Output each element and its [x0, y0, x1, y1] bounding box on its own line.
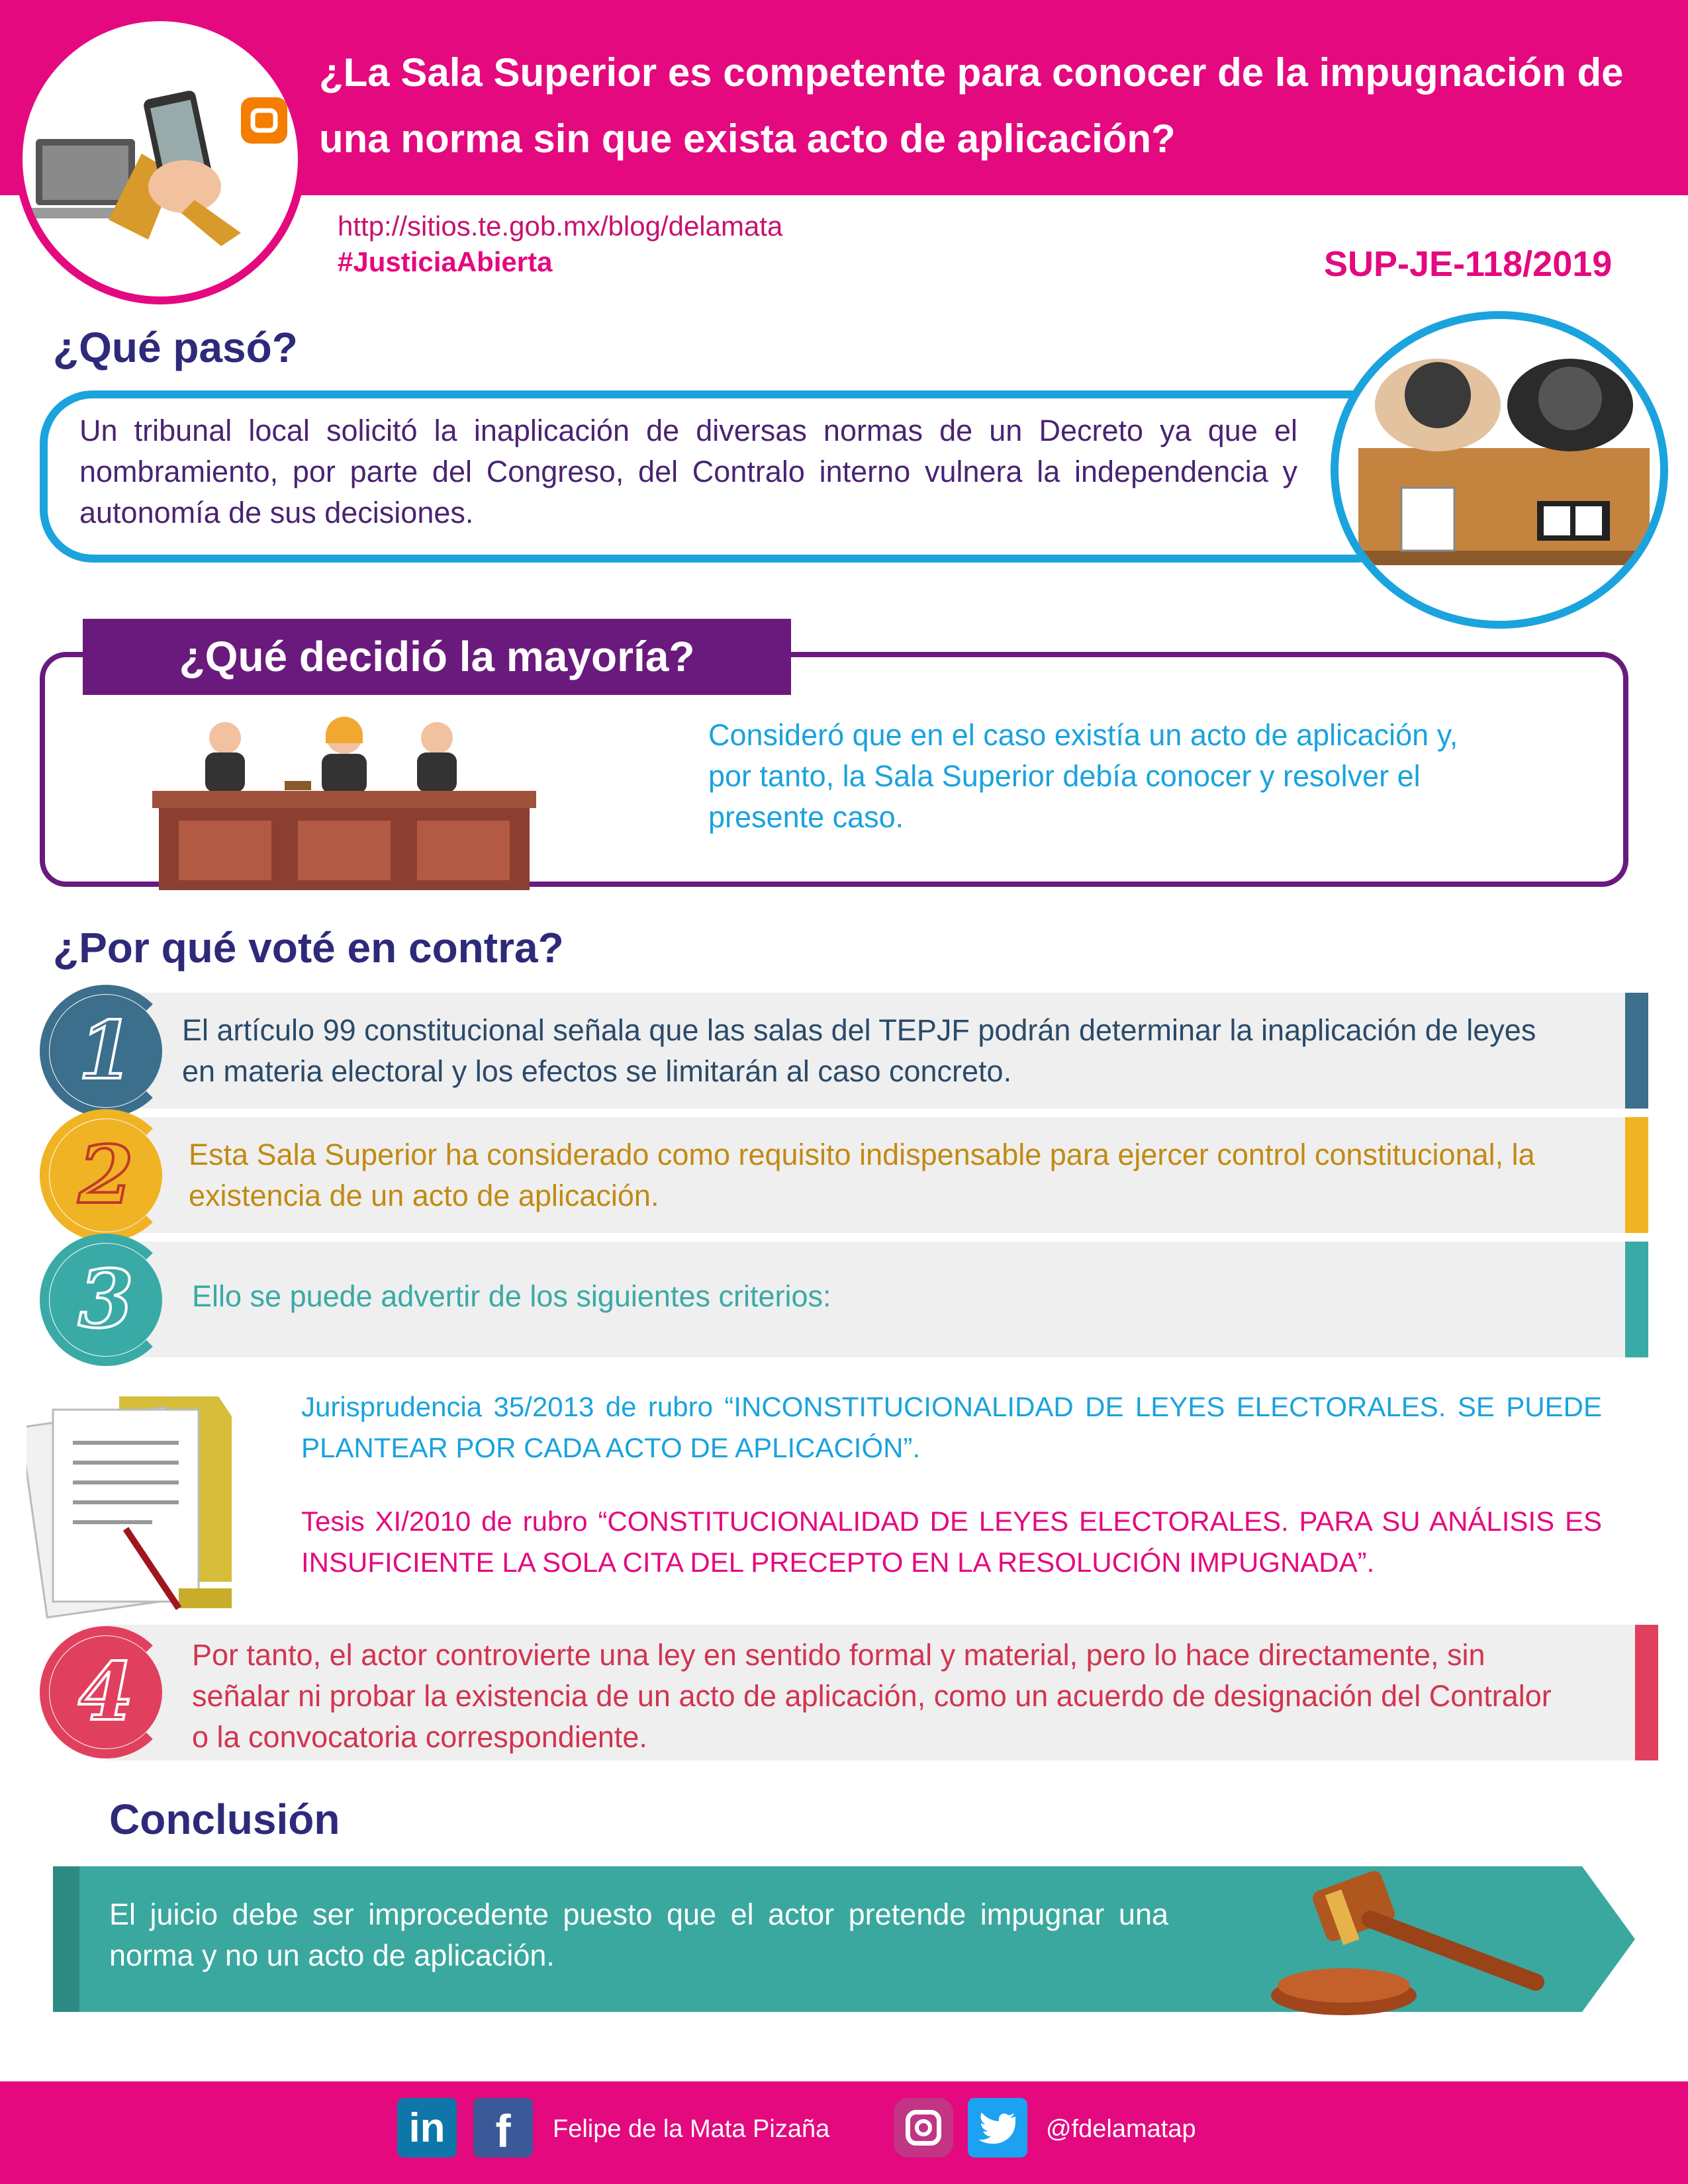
court-bench-icon [152, 711, 536, 890]
reason-2-text: Esta Sala Superior ha considerado como requisito indispensable para ejercer control constitucional, la existencia de un acto de aplicación. [189, 1138, 1535, 1212]
criterion-jurisprudencia: Jurisprudencia 35/2013 de rubro “INCONSTITUCIONALIDAD DE LEYES ELECTORALES. SE PUEDE PLANTEAR POR CADA ACTO DE APLICACIÓN”. [301, 1391, 1602, 1463]
reason-1-text: El artículo 99 constitucional señala que las salas del TEPJF podrán determinar la inaplicación de leyes en materia electoral y los efectos se limitarán al caso concreto. [182, 1013, 1536, 1088]
reason-bar-3-accent [1625, 1242, 1648, 1357]
documents-pen-icon [26, 1383, 252, 1621]
reason-4-number: 4 [78, 1645, 134, 1739]
reason-4-badge [50, 1636, 162, 1749]
judges-at-desk-icon [1338, 319, 1660, 621]
reason-bar-2-accent [1625, 1117, 1648, 1233]
blog-logo-illustration [15, 13, 306, 304]
reason-bar-4-accent [1635, 1625, 1658, 1760]
mayoria-heading: ¿Qué decidió la mayoría? [179, 633, 695, 680]
documents-illustration [26, 1383, 252, 1625]
reason-2-badge [50, 1119, 162, 1232]
mayoria-text: Consideró que en el caso existía un acto de aplicación y, por tanto, la Sala Superior debía conocer y resolver el presente caso. [708, 718, 1458, 834]
conclusion-text: El juicio debe ser improcedente puesto que el actor pretende impugnar una norma y no un acto de aplicación. [109, 1897, 1168, 1972]
contra-heading: ¿Por qué voté en contra? [53, 924, 564, 972]
court-bench-illustration [152, 711, 536, 893]
instagram-icon[interactable] [894, 2098, 953, 2158]
que-paso-text: Un tribunal local solicitó la inaplicación de diversas normas de un Decreto ya que el nombramiento, por parte del Congreso, del Contralo interno vulnera la independencia y autonomía de sus decisiones. [79, 414, 1297, 529]
conclusion-heading: Conclusión [109, 1796, 340, 1843]
reason-bar-1-accent [1625, 993, 1648, 1109]
author-name: Felipe de la Mata Pizaña [553, 2115, 830, 2143]
case-id: SUP-JE-118/2019 [1324, 244, 1613, 284]
facebook-icon[interactable]: f [473, 2098, 533, 2158]
laptop-phone-icon [23, 21, 298, 296]
page-title: ¿La Sala Superior es competente para conocer de la impugnación de una norma sin que exista acto de aplicación? [319, 50, 1624, 161]
judges-illustration [1331, 311, 1668, 629]
reason-3-badge [50, 1244, 162, 1356]
que-paso-heading: ¿Qué pasó? [53, 324, 298, 371]
footer-band [0, 2081, 1688, 2184]
reason-3-text: Ello se puede advertir de los siguientes criterios: [192, 1279, 831, 1313]
social-handle: @fdelamatap [1046, 2115, 1196, 2143]
reason-4-text: Por tanto, el actor controvierte una ley en sentido formal y material, pero lo hace directamente, sin señalar ni probar la existencia de un acto de aplicación, como un acuerdo de designación del Contralor o la convocatoria correspondiente. [192, 1638, 1552, 1754]
gavel-icon [1264, 1853, 1556, 2025]
reason-1-number: 1 [78, 1004, 134, 1097]
hashtag: #JusticiaAbierta [338, 246, 553, 277]
gavel-illustration [1264, 1853, 1556, 2028]
reason-1-badge [50, 995, 162, 1107]
reason-3-number: 3 [78, 1253, 134, 1346]
twitter-icon[interactable] [968, 2098, 1027, 2158]
blog-url-link[interactable]: http://sitios.te.gob.mx/blog/delamata [338, 210, 783, 242]
criterion-tesis: Tesis XI/2010 de rubro “CONSTITUCIONALIDAD DE LEYES ELECTORALES. PARA SU ANÁLISIS ES INSUFICIENTE LA SOLA CITA DEL PRECEPTO EN LA RESOLUCIÓN IMPUGNADA”. [301, 1506, 1602, 1578]
linkedin-icon[interactable]: in [397, 2098, 457, 2158]
reason-2-number: 2 [78, 1128, 134, 1222]
